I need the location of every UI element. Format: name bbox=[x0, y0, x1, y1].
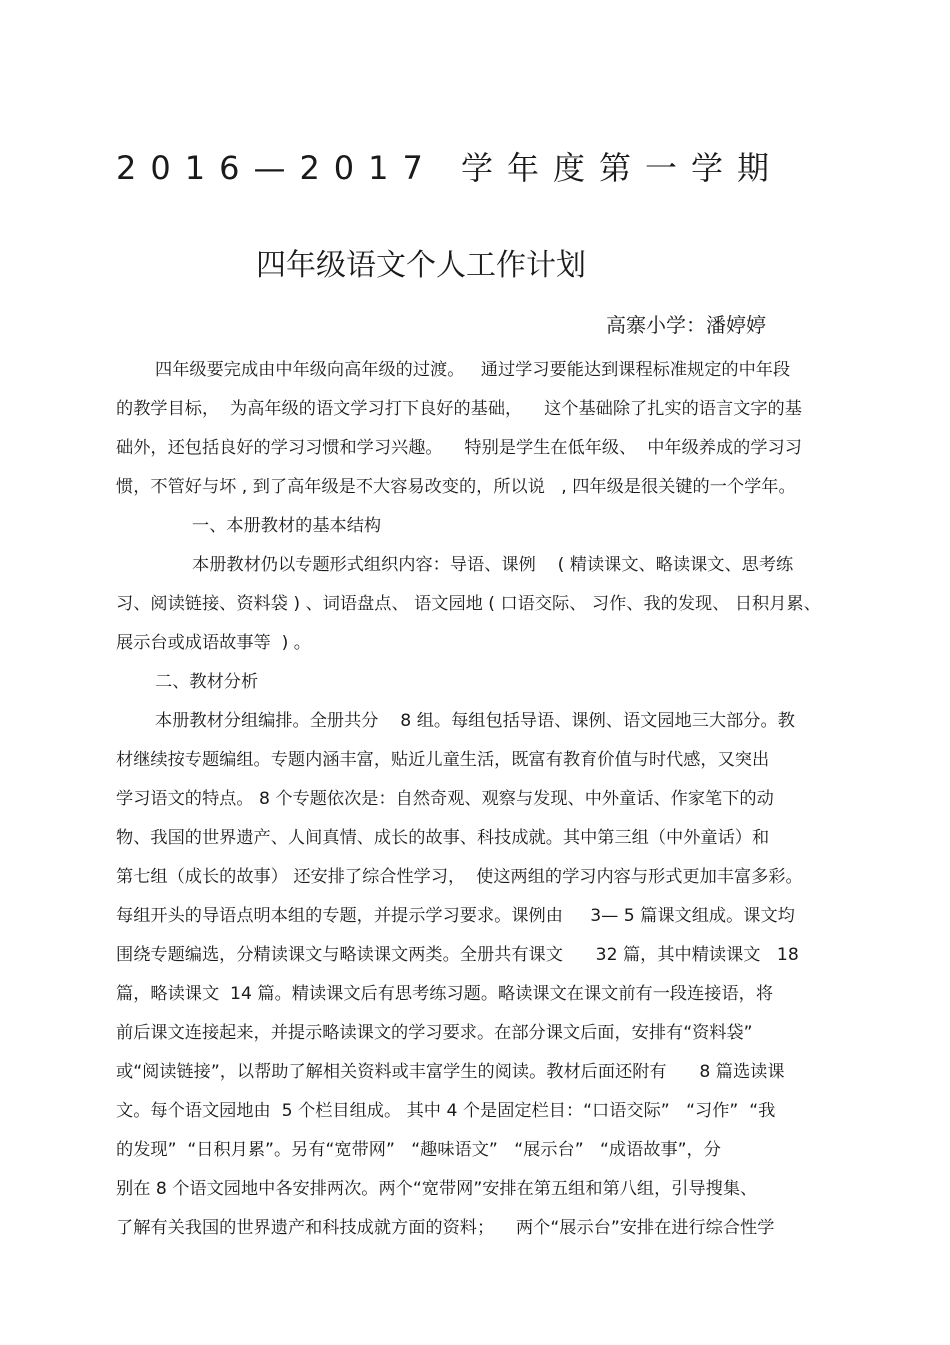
paragraph-line: 的教学目标， 为高年级的语文学习打下良好的基础， 这个基础除了扎实的语言文字的基 bbox=[116, 399, 802, 419]
paragraph-line: 文。每个语文园地由 5 个栏目组成。 其中 4 个是固定栏目：“口语交际” “习作” “我 bbox=[116, 1101, 776, 1121]
paragraph-line: 前后课文连接起来，并提示略读课文的学习要求。在部分课文后面，安排有“资料袋” bbox=[116, 1023, 753, 1043]
paragraph-line: 的发现” “日积月累”。另有“宽带网” “趣味语文” “展示台” “成语故事”，分 bbox=[116, 1140, 721, 1160]
paragraph-line: 了解有关我国的世界遗产和科技成就方面的资料； 两个“展示台”安排在进行综合性学 bbox=[116, 1218, 775, 1238]
title-line-2: 四年级语文个人工作计划 bbox=[256, 248, 586, 283]
paragraph-line: 别在 8 个语文园地中各安排两次。两个“宽带网”安排在第五组和第八组，引导搜集、 bbox=[116, 1179, 758, 1199]
paragraph-line: 每组开头的导语点明本组的专题，并提示学习要求。课例由 3— 5 篇课文组成。课文均 bbox=[116, 906, 795, 926]
section-heading: 二、教材分析 bbox=[155, 672, 259, 692]
paragraph-line: 四年级要完成由中年级向高年级的过渡。 通过学习要能达到课程标准规定的中年段 bbox=[155, 360, 791, 380]
paragraph-line: 篇，略读课文 14 篇。精读课文后有思考练习题。略读课文在课文前有一段连接语，将 bbox=[116, 984, 774, 1004]
paragraph-line: 本册教材分组编排。全册共分 8 组。每组包括导语、课例、语文园地三大部分。教 bbox=[155, 711, 795, 731]
paragraph-line: 或“阅读链接”，以帮助了解相关资料或丰富学生的阅读。教材后面还附有 8 篇选读课 bbox=[116, 1062, 785, 1082]
paragraph-line: 第七组（成长的故事） 还安排了综合性学习， 使这两组的学习内容与形式更加丰富多彩。 bbox=[116, 867, 803, 887]
author-line: 高寨小学：潘婷婷 bbox=[606, 313, 766, 337]
title-line-1: 2016—2017 学年度第一学期 bbox=[116, 149, 784, 187]
paragraph-line: 材继续按专题编组。专题内涵丰富，贴近儿童生活，既富有教育价值与时代感，又突出 bbox=[116, 750, 770, 770]
paragraph-line: 习、阅读链接、资料袋 ) 、词语盘点、 语文园地 ( 口语交际、 习作、我的发现、 日积月累、 bbox=[116, 594, 821, 614]
paragraph-line: 围绕专题编选，分精读课文与略读课文两类。全册共有课文 32 篇，其中精读课文 18 bbox=[116, 945, 799, 965]
paragraph-line: 本册教材仍以专题形式组织内容：导语、课例 ( 精读课文、略读课文、思考练 bbox=[192, 555, 794, 575]
paragraph-line: 物、我国的世界遗产、人间真情、成长的故事、科技成就。其中第三组（中外童话）和 bbox=[116, 828, 770, 848]
paragraph-line: 惯，不管好与坏 , 到了高年级是不大容易改变的，所以说 , 四年级是很关键的一个学年。 bbox=[116, 477, 796, 497]
section-heading: 一、本册教材的基本结构 bbox=[192, 516, 382, 536]
paragraph-line: 础外，还包括良好的学习习惯和学习兴趣。 特别是学生在低年级、 中年级养成的学习习 bbox=[116, 438, 802, 458]
paragraph-line: 展示台或成语故事等 ) 。 bbox=[116, 633, 311, 653]
paragraph-line: 学习语文的特点。 8 个专题依次是：自然奇观、观察与发现、中外童话、作家笔下的动 bbox=[116, 789, 774, 809]
